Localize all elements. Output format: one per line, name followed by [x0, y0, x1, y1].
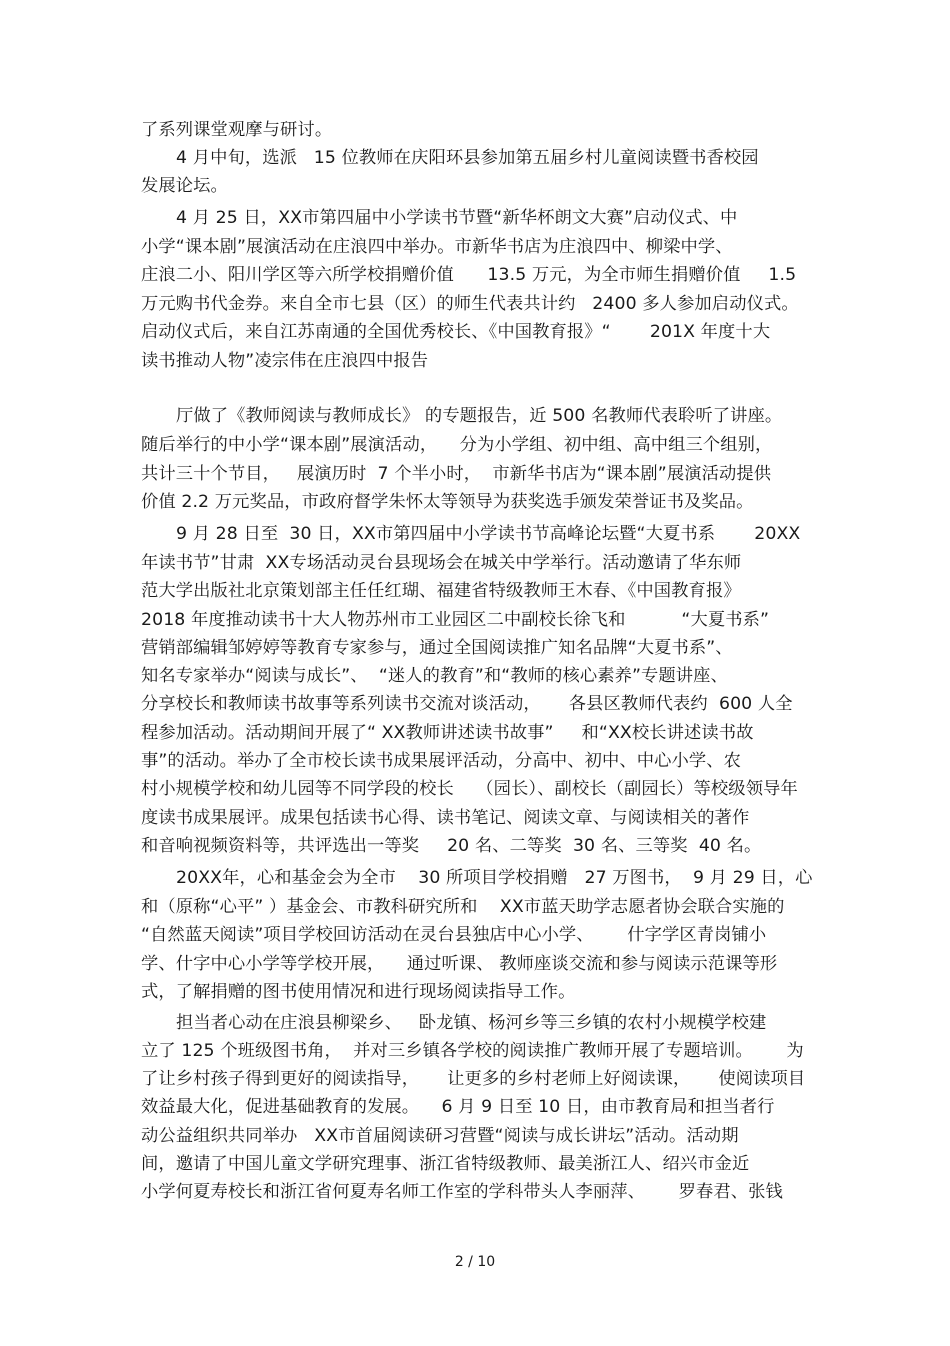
text-line: 知名专家举办“阅读与成长”、 “迷人的教育”和“教师的核心素养”专题讲座、 — [141, 666, 728, 686]
text-line: 小学“课本剧”展演活动在庄浪四中举办。市新华书店为庄浪四中、柳梁中学、 — [141, 237, 733, 257]
text-line: 4 月 25 日，XX市第四届中小学读书节暨“新华杯朗文大赛”启动仪式、中 — [176, 208, 738, 228]
text-line: 效益最大化，促进基础教育的发展。 6 月 9 日至 10 日，由市教育局和担当者行 — [141, 1097, 775, 1117]
text-line: 度读书成果展评。成果包括读书心得、读书笔记、阅读文章、与阅读相关的著作 — [141, 808, 750, 828]
text-line: 9 月 28 日至 30 日，XX市第四届中小学读书节高峰论坛暨“大夏书系 20XX — [176, 524, 801, 544]
text-line: 村小规模学校和幼儿园等不同学段的校长 （园长）、副校长（副园长）等校级领导年 — [141, 779, 798, 799]
text-line: “自然蓝天阅读”项目学校回访活动在灵台县独店中心小学、 什字学区青岗铺小 — [141, 925, 767, 945]
text-line: 担当者心动在庄浪县柳梁乡、 卧龙镇、杨河乡等三乡镇的农村小规模学校建 — [176, 1013, 767, 1033]
page-number: 2 / 10 — [454, 1254, 496, 1270]
text-line: 和音响视频资料等，共评选出一等奖 20 名、二等奖 30 名、三等奖 40 名。 — [141, 836, 762, 856]
text-line: 立了 125 个班级图书角， 并对三乡镇各学校的阅读推广教师开展了专题培训。 为 — [141, 1041, 804, 1061]
text-line: 20XX年，心和基金会为全市 30 所项目学校捐赠 27 万图书， 9 月 29 日，心 — [176, 868, 813, 888]
text-line: 启动仪式后，来自江苏南通的全国优秀校长、《中国教育报》“ 201X 年度十大 — [141, 322, 771, 342]
text-line: 万元购书代金券。来自全市七县（区）的师生代表共计约 2400 多人参加启动仪式。 — [141, 294, 799, 314]
text-line: 程参加活动。活动期间开展了“ XX教师讲述读书故事” 和“XX校长讲述读书故 — [141, 723, 754, 743]
text-line: 和（原称“心平” ）基金会、市教科研究所和 XX市蓝天助学志愿者协会联合实施的 — [141, 897, 785, 917]
text-line: 学、什字中心小学等学校开展， 通过听课、 教师座谈交流和参与阅读示范课等形 — [141, 954, 778, 974]
text-line: 小学何夏寿校长和浙江省何夏寿名师工作室的学科带头人李丽萍、 罗春君、张钱 — [141, 1182, 783, 1202]
text-line: 共计三十个节目， 展演历时 7 个半小时， 市新华书店为“课本剧”展演活动提供 — [141, 464, 772, 484]
text-line: 4 月中旬，选派 15 位教师在庆阳环县参加第五届乡村儿童阅读暨书香校园 — [176, 148, 759, 168]
text-line: 年读书节”甘肃 XX专场活动灵台县现场会在城关中学举行。活动邀请了华东师 — [141, 553, 742, 573]
text-line: 读书推动人物”凌宗伟在庄浪四中报告 — [141, 351, 429, 371]
text-line: 式，了解捐赠的图书使用情况和进行现场阅读指导工作。 — [141, 982, 576, 1002]
text-line: 间，邀请了中国儿童文学研究理事、浙江省特级教师、最美浙江人、绍兴市金近 — [141, 1154, 750, 1174]
text-line: 范大学出版社北京策划部主任任红瑚、福建省特级教师王木春、《中国教育报》 — [141, 581, 741, 601]
text-line: 了让乡村孩子得到更好的阅读指导， 让更多的乡村老师上好阅读课， 使阅读项目 — [141, 1069, 806, 1089]
text-line: 发展论坛。 — [141, 176, 228, 196]
text-line: 了系列课堂观摩与研讨。 — [141, 120, 333, 140]
text-line: 厅做了《教师阅读与教师成长》 的专题报告，近 500 名教师代表聆听了讲座。 — [176, 406, 783, 426]
text-line: 庄浪二小、阳川学区等六所学校捐赠价值 13.5 万元，为全市师生捐赠价值 1.5 — [141, 265, 797, 285]
text-line: 营销部编辑邹婷婷等教育专家参与，通过全国阅读推广知名品牌“大夏书系”、 — [141, 638, 733, 658]
text-line: 分享校长和教师读书故事等系列读书交流对谈活动， 各县区教师代表约 600 人全 — [141, 694, 793, 714]
text-line: 随后举行的中小学“课本剧”展演活动， 分为小学组、初中组、高中组三个组别， — [141, 435, 773, 455]
text-line: 价值 2.2 万元奖品，市政府督学朱怀太等领导为获奖选手颁发荣誉证书及奖品。 — [141, 492, 754, 512]
text-line: 2018 年度推动读书十大人物苏州市工业园区二中副校长徐飞和 “大夏书系” — [141, 610, 770, 630]
text-line: 事”的活动。举办了全市校长读书成果展评活动，分高中、初中、中心小学、农 — [141, 751, 742, 771]
text-line: 动公益组织共同举办 XX市首届阅读研习营暨“阅读与成长讲坛”活动。活动期 — [141, 1126, 739, 1146]
